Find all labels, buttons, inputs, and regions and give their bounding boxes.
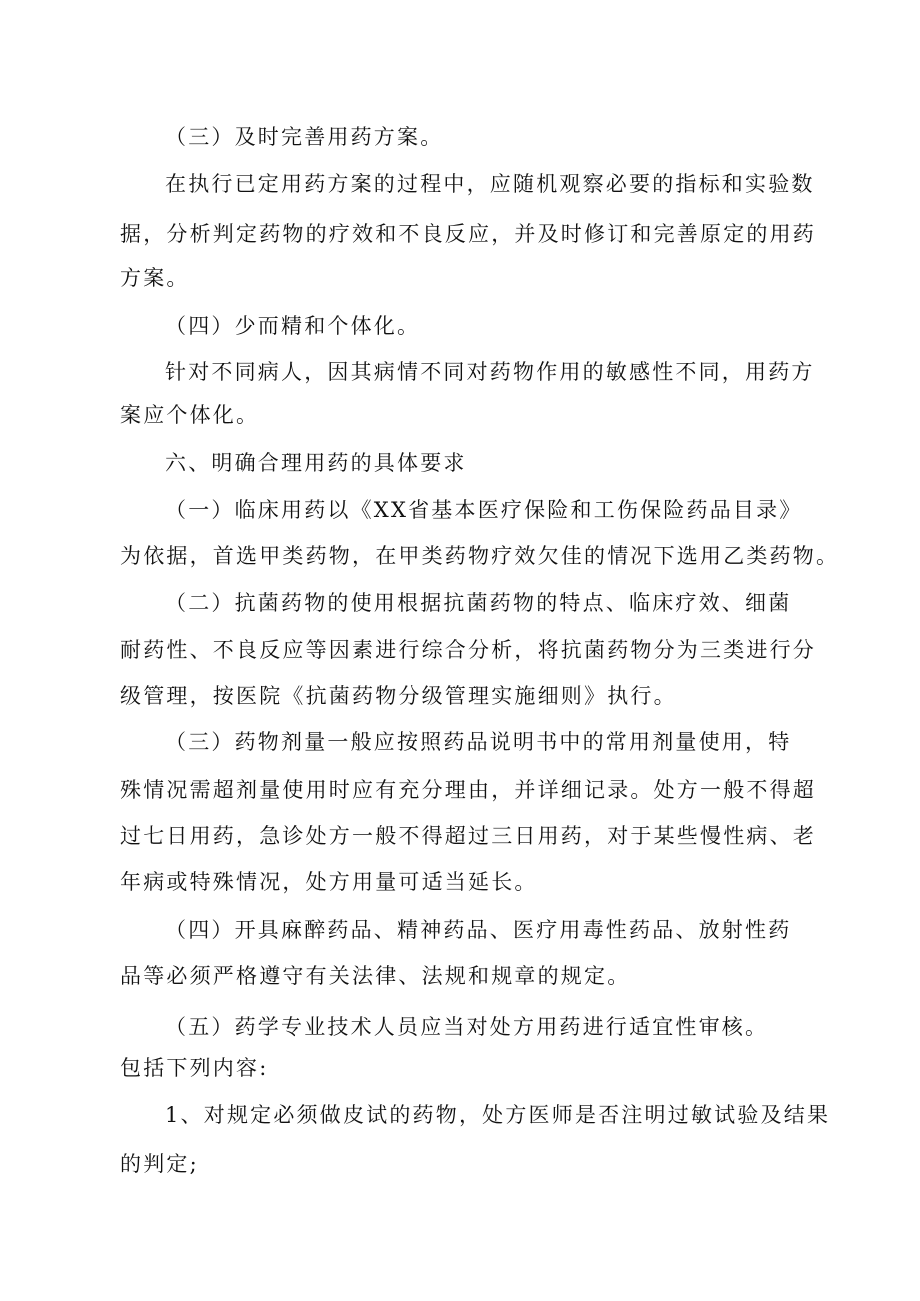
text-line: 在执行已定用药方案的过程中，应随机观察必要的指标和实验数 — [165, 172, 815, 196]
text-line: （四）开具麻醉药品、精神药品、医疗用毒性药品、放射性药 — [165, 918, 792, 942]
text-line: 级管理，按医院《抗菌药物分级管理实施细则》执行。 — [120, 684, 677, 708]
section-heading: 六、明确合理用药的具体要求 — [165, 451, 467, 475]
text-line: （二）抗菌药物的使用根据抗菌药物的特点、临床疗效、细菌 — [165, 591, 792, 615]
text-line: 包括下列内容: — [120, 1056, 269, 1080]
text-line: 方案。 — [120, 266, 190, 290]
text-line: 品等必须严格遵守有关法律、法规和规章的规定。 — [120, 964, 631, 988]
text-line: （五）药学专业技术人员应当对处方用药进行适宜性审核。 — [165, 1015, 769, 1039]
text-line: 殊情况需超剂量使用时应有充分理由，并详细记录。处方一般不得超 — [120, 778, 816, 802]
text-line: （一）临床用药以《XX省基本医疗保险和工伤保险药品目录》 — [165, 498, 803, 522]
text-line: 年病或特殊情况，处方用量可适当延长。 — [120, 870, 538, 894]
text-line: 为依据，首选甲类药物，在甲类药物疗效欠佳的情况下选用乙类药物。 — [120, 544, 840, 568]
text-line: （三）药物剂量一般应按照药品说明书中的常用剂量使用，特 — [165, 730, 792, 754]
text-line: （三）及时完善用药方案。 — [165, 125, 444, 149]
text-line: 1、对规定必须做皮试的药物，处方医师是否注明过敏试验及结果 — [165, 1103, 831, 1127]
text-line: 据，分析判定药物的疗效和不良反应，并及时修订和完善原定的用药 — [120, 222, 816, 246]
text-line: （四）少而精和个体化。 — [165, 314, 421, 338]
text-line: 针对不同病人，因其病情不同对药物作用的敏感性不同，用药方 — [165, 360, 815, 384]
text-line: 过七日用药，急诊处方一般不得超过三日用药，对于某些慢性病、老 — [120, 824, 816, 848]
text-line: 的判定; — [120, 1152, 199, 1176]
text-line: 耐药性、不良反应等因素进行综合分析，将抗菌药物分为三类进行分 — [120, 638, 816, 662]
text-line: 案应个体化。 — [120, 403, 260, 427]
